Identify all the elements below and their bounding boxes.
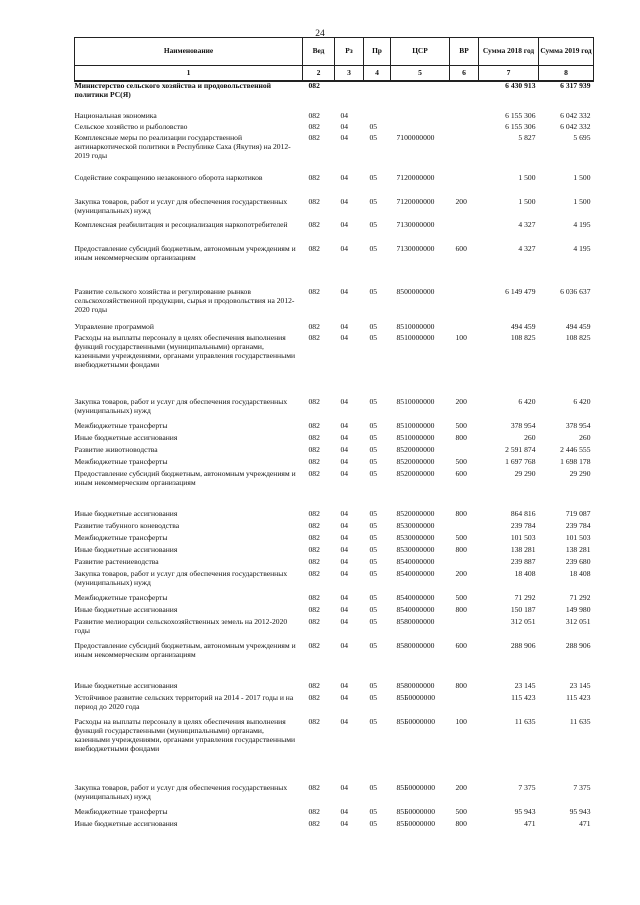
- table-row: [75, 618, 594, 642]
- row-rz: 04: [340, 397, 349, 406]
- table-row: [75, 470, 594, 510]
- row-name: Развитие табунного коневодства: [74, 521, 180, 530]
- row-sum-2018: 471: [524, 819, 536, 828]
- row-sum-2018: 378 954: [510, 421, 536, 430]
- column-number: 3: [335, 66, 364, 82]
- row-pr: 05: [369, 133, 378, 142]
- header-vr: ВР: [450, 38, 479, 66]
- row-sum-2018: 11 635: [514, 717, 536, 726]
- row-rz: 04: [340, 457, 349, 466]
- row-name: Межбюджетные трансферты: [74, 533, 168, 542]
- row-sum-2018: 4 327: [518, 220, 536, 229]
- row-name: Комплексная реабилитация и ресоциализация наркопотребителей: [74, 220, 288, 229]
- row-sum-2019: 1 500: [573, 173, 591, 182]
- row-vr: 800: [455, 681, 467, 690]
- row-csr: 8510000000: [396, 433, 435, 442]
- row-sum-2018: 239 887: [510, 557, 536, 566]
- row-sum-2019: 95 943: [569, 807, 591, 816]
- row-name: Межбюджетные трансферты: [74, 807, 168, 816]
- row-sum-2019: 719 087: [565, 509, 591, 518]
- row-sum-2018: 4 327: [518, 244, 536, 253]
- row-sum-2019: 115 423: [566, 693, 591, 702]
- column-number: 7: [479, 66, 539, 82]
- row-name: Министерство сельского хозяйства и продовольственной политики РС(Я): [74, 81, 271, 99]
- row-csr: 8540000000: [396, 605, 435, 614]
- row-vr: [450, 221, 479, 245]
- row-csr: 7120000000: [396, 197, 435, 206]
- row-ved: 082: [308, 111, 320, 120]
- row-pr: 05: [369, 287, 378, 296]
- row-ved: 082: [308, 173, 320, 182]
- header-name: Наименование: [75, 38, 303, 66]
- row-pr: 05: [369, 717, 378, 726]
- row-ved: 082: [308, 433, 320, 442]
- row-vr: 800: [455, 545, 467, 554]
- row-rz: 04: [340, 333, 349, 342]
- row-rz: 04: [340, 197, 349, 206]
- row-csr: 7100000000: [396, 133, 435, 142]
- row-pr: 05: [369, 333, 378, 342]
- row-sum-2019: 1 500: [573, 197, 591, 206]
- column-number: 6: [450, 66, 479, 82]
- row-sum-2018: 312 051: [510, 617, 536, 626]
- row-sum-2019: 108 825: [565, 333, 591, 342]
- row-name: Развитие животноводства: [74, 445, 158, 454]
- table-row: [75, 134, 594, 174]
- row-name: Расходы на выплаты персоналу в целях обеспечения выполнения функций государственными (муниципальными) органами, казенными учреждениями, органами управления государственными внебюджетными фондами: [74, 717, 296, 753]
- row-name: Управление программой: [74, 322, 154, 331]
- row-ved: 082: [308, 641, 320, 650]
- row-pr: 05: [369, 533, 378, 542]
- table-row: [75, 784, 594, 808]
- row-name: Развитие сельского хозяйства и регулирование рынков сельскохозяйственной продукции, сырья и продовольствия на 2012-2020 годы: [74, 287, 295, 314]
- row-name: Иные бюджетные ассигнования: [74, 819, 178, 828]
- row-csr: 8540000000: [396, 569, 435, 578]
- row-csr: 8500000000: [396, 287, 435, 296]
- row-rz: 04: [340, 819, 349, 828]
- row-sum-2019: 260: [579, 433, 591, 442]
- row-sum-2019: 149 980: [565, 605, 591, 614]
- row-sum-2018: 7 375: [518, 783, 536, 792]
- row-vr: 100: [455, 717, 467, 726]
- row-sum-2019: 101 503: [565, 533, 591, 542]
- row-sum-2019: 1 698 178: [560, 457, 591, 466]
- row-ved: 082: [308, 457, 320, 466]
- row-csr: 8510000000: [396, 322, 435, 331]
- row-pr: 05: [369, 397, 378, 406]
- column-number: 1: [75, 66, 303, 82]
- row-name: Иные бюджетные ассигнования: [74, 605, 178, 614]
- row-rz: 04: [340, 617, 349, 626]
- row-sum-2018: 864 816: [510, 509, 536, 518]
- row-sum-2019: 6 036 637: [560, 287, 591, 296]
- row-name: Межбюджетные трансферты: [74, 421, 168, 430]
- row-vr: [450, 134, 479, 174]
- table-body: [75, 81, 594, 832]
- row-sum-2019: 5 695: [573, 133, 591, 142]
- row-sum-2019: 7 375: [573, 783, 591, 792]
- table-row: [75, 820, 594, 832]
- table-row: [75, 221, 594, 245]
- row-sum-2018: 71 292: [514, 593, 536, 602]
- row-ved: 082: [308, 819, 320, 828]
- row-name: Сельское хозяйство и рыболовство: [74, 122, 188, 131]
- row-ved: 082: [308, 617, 320, 626]
- row-rz: 04: [340, 421, 349, 430]
- row-ved: 082: [308, 783, 320, 792]
- row-csr: 8520000000: [396, 509, 435, 518]
- row-csr: [391, 81, 450, 112]
- row-rz: 04: [340, 593, 349, 602]
- row-ved: 082: [308, 533, 320, 542]
- row-sum-2018: 23 145: [514, 681, 536, 690]
- row-sum-2018: 260: [524, 433, 536, 442]
- table-row: [75, 245, 594, 288]
- row-rz: 04: [340, 287, 349, 296]
- row-sum-2019: 6 042 332: [560, 122, 591, 131]
- row-sum-2019: 2 446 555: [560, 445, 591, 454]
- row-sum-2019: 23 145: [569, 681, 591, 690]
- row-rz: 04: [340, 244, 349, 253]
- row-csr: 8530000000: [396, 533, 435, 542]
- row-sum-2018: 5 827: [518, 133, 536, 142]
- row-sum-2019: 11 635: [569, 717, 591, 726]
- row-rz: 04: [340, 433, 349, 442]
- row-ved: 082: [308, 122, 320, 131]
- row-sum-2019: 71 292: [569, 593, 591, 602]
- row-pr: 05: [369, 322, 378, 331]
- row-name: Закупка товаров, работ и услуг для обеспечения государственных (муниципальных) нужд: [74, 397, 288, 415]
- row-rz: 04: [340, 717, 349, 726]
- row-ved: 082: [308, 421, 320, 430]
- row-name: Устойчивое развитие сельских территорий на 2014 - 2017 годы и на период до 2020 года: [74, 693, 294, 711]
- row-ved: 082: [308, 445, 320, 454]
- row-rz: 04: [340, 122, 349, 131]
- row-sum-2018: 239 784: [510, 521, 536, 530]
- row-ved: 082: [308, 545, 320, 554]
- row-rz: 04: [340, 557, 349, 566]
- row-pr: 05: [369, 173, 378, 182]
- row-sum-2018: 138 281: [510, 545, 536, 554]
- row-sum-2018: 2 591 874: [505, 445, 536, 454]
- row-csr: 85Б0000000: [396, 693, 436, 702]
- row-name: Межбюджетные трансферты: [74, 457, 168, 466]
- row-sum-2019: 4 195: [573, 244, 591, 253]
- row-csr: 8520000000: [396, 445, 435, 454]
- row-sum-2018: 6 155 306: [505, 111, 536, 120]
- row-pr: 05: [369, 681, 378, 690]
- row-sum-2018: 95 943: [514, 807, 536, 816]
- row-rz: 04: [340, 641, 349, 650]
- row-name: Иные бюджетные ассигнования: [74, 509, 178, 518]
- row-ved: 082: [308, 81, 320, 90]
- row-vr: [450, 112, 479, 123]
- row-sum-2018: 101 503: [510, 533, 536, 542]
- row-sum-2019: 239 680: [565, 557, 591, 566]
- row-ved: 082: [308, 333, 320, 342]
- row-ved: 082: [308, 244, 320, 253]
- row-pr: 05: [369, 819, 378, 828]
- row-name: Закупка товаров, работ и услуг для обеспечения государственных (муниципальных) нужд: [74, 569, 288, 587]
- row-sum-2019: 18 408: [569, 569, 591, 578]
- row-sum-2018: 18 408: [514, 569, 536, 578]
- row-rz: 04: [340, 220, 349, 229]
- row-sum-2019: 378 954: [565, 421, 591, 430]
- row-vr: 200: [455, 197, 467, 206]
- row-vr: [450, 618, 479, 642]
- row-name: Иные бюджетные ассигнования: [74, 545, 178, 554]
- header-rz: Рз: [335, 38, 364, 66]
- row-sum-2019: 6 420: [573, 397, 591, 406]
- row-vr: [450, 694, 479, 718]
- row-pr: 05: [369, 244, 378, 253]
- row-sum-2019: 138 281: [565, 545, 591, 554]
- row-pr: 05: [369, 509, 378, 518]
- row-csr: 7130000000: [396, 220, 435, 229]
- row-csr: 8530000000: [396, 545, 435, 554]
- row-rz: 04: [340, 445, 349, 454]
- column-number-row: [75, 66, 594, 82]
- header-ved: Вед: [303, 38, 335, 66]
- row-vr: 800: [455, 819, 467, 828]
- row-rz: 04: [340, 509, 349, 518]
- row-ved: 082: [308, 220, 320, 229]
- row-rz: 04: [340, 133, 349, 142]
- row-pr: 05: [369, 521, 378, 530]
- row-pr: 05: [369, 605, 378, 614]
- row-ved: 082: [308, 197, 320, 206]
- row-name: Закупка товаров, работ и услуг для обеспечения государственных (муниципальных) нужд: [74, 783, 288, 801]
- row-csr: 85Б0000000: [396, 807, 436, 816]
- row-sum-2018: 494 459: [510, 322, 536, 331]
- row-name: Развитие растениеводства: [74, 557, 159, 566]
- row-sum-2019: 239 784: [565, 521, 591, 530]
- row-ved: 082: [308, 681, 320, 690]
- row-pr: 05: [369, 545, 378, 554]
- row-ved: 082: [308, 133, 320, 142]
- row-pr: 05: [369, 693, 378, 702]
- row-pr: 05: [369, 783, 378, 792]
- row-rz: 04: [340, 807, 349, 816]
- row-name: Иные бюджетные ассигнования: [74, 681, 178, 690]
- table-row: [75, 570, 594, 594]
- row-pr: 05: [369, 197, 378, 206]
- row-sum-2018: 288 906: [510, 641, 536, 650]
- row-sum-2019: 6 042 332: [560, 111, 591, 120]
- table-row: [75, 642, 594, 682]
- table-row: [75, 288, 594, 323]
- column-number: 2: [303, 66, 335, 82]
- row-ved: 082: [308, 693, 320, 702]
- row-sum-2018: 6 155 306: [505, 122, 536, 131]
- row-csr: 8530000000: [396, 521, 435, 530]
- row-name: Национальная экономика: [74, 111, 157, 120]
- row-pr: 05: [369, 807, 378, 816]
- row-vr: 500: [455, 457, 467, 466]
- row-sum-2018: 29 290: [514, 469, 536, 478]
- row-ved: 082: [308, 521, 320, 530]
- row-vr: 200: [455, 397, 467, 406]
- row-vr: 500: [455, 533, 467, 542]
- row-vr: 200: [455, 569, 467, 578]
- table-row: [75, 174, 594, 198]
- budget-table-container: [74, 37, 593, 832]
- table-row: [75, 398, 594, 422]
- table-row: [75, 198, 594, 221]
- row-name: Содействие сокращению незаконного оборота наркотиков: [74, 173, 263, 182]
- row-pr: 05: [369, 641, 378, 650]
- row-pr: [364, 81, 391, 112]
- row-vr: 600: [455, 469, 467, 478]
- row-csr: 8510000000: [396, 421, 435, 430]
- row-sum-2018: 150 187: [510, 605, 536, 614]
- row-vr: 500: [455, 421, 467, 430]
- header-row: [75, 38, 594, 66]
- header-csr: ЦСР: [391, 38, 450, 66]
- row-pr: [364, 112, 391, 123]
- row-vr: 800: [455, 605, 467, 614]
- table-row: [75, 718, 594, 784]
- row-vr: [450, 81, 479, 112]
- row-pr: 05: [369, 445, 378, 454]
- budget-table: [74, 37, 594, 832]
- row-name: Предоставление субсидий бюджетным, автономным учреждениям и иным некоммерческим организациям: [74, 469, 296, 487]
- row-ved: 082: [308, 469, 320, 478]
- row-csr: 8520000000: [396, 457, 435, 466]
- row-pr: 05: [369, 122, 378, 131]
- row-rz: 04: [340, 545, 349, 554]
- column-number: 5: [391, 66, 450, 82]
- row-vr: 600: [455, 641, 467, 650]
- row-sum-2018: 6 149 479: [505, 287, 536, 296]
- row-rz: 04: [340, 521, 349, 530]
- row-sum-2018: 1 697 768: [505, 457, 536, 466]
- row-rz: 04: [340, 173, 349, 182]
- row-csr: 8540000000: [396, 593, 435, 602]
- row-rz: 04: [340, 469, 349, 478]
- row-rz: 04: [340, 569, 349, 578]
- row-ved: 082: [308, 509, 320, 518]
- row-csr: 8580000000: [396, 617, 435, 626]
- row-csr: [391, 112, 450, 123]
- row-ved: 082: [308, 569, 320, 578]
- row-ved: 082: [308, 717, 320, 726]
- row-sum-2018: 1 500: [518, 197, 536, 206]
- row-sum-2019: 4 195: [573, 220, 591, 229]
- row-name: Иные бюджетные ассигнования: [74, 433, 178, 442]
- column-number: 8: [539, 66, 594, 82]
- row-sum-2019: 494 459: [565, 322, 591, 331]
- row-rz: [335, 81, 364, 112]
- table-row: [75, 81, 594, 112]
- column-number: 4: [364, 66, 391, 82]
- row-vr: 800: [455, 433, 467, 442]
- row-rz: 04: [340, 681, 349, 690]
- row-name: Предоставление субсидий бюджетным, автономным учреждениям и иным некоммерческим организациям: [74, 244, 296, 262]
- row-rz: 04: [340, 693, 349, 702]
- row-rz: 04: [340, 783, 349, 792]
- row-rz: 04: [340, 605, 349, 614]
- row-csr: 85Б0000000: [396, 783, 436, 792]
- row-ved: 082: [308, 397, 320, 406]
- row-rz: 04: [340, 533, 349, 542]
- row-sum-2018: 6 430 913: [505, 81, 536, 90]
- row-sum-2019: 312 051: [565, 617, 591, 626]
- row-name: Комплексные меры по реализации государственной антинаркотической политики в Республике Саха (Якутия) на 2012-2019 годы: [74, 133, 291, 160]
- row-csr: 85Б0000000: [396, 819, 436, 828]
- row-csr: 7130000000: [396, 244, 435, 253]
- row-vr: 500: [455, 593, 467, 602]
- page-number: 24: [315, 29, 325, 39]
- row-vr: 800: [455, 509, 467, 518]
- row-name: Расходы на выплаты персоналу в целях обеспечения выполнения функций государственными (муниципальными) органами, казенными учреждениями, органами управления государственными внебюджетными фондами: [74, 333, 296, 369]
- row-vr: 200: [455, 783, 467, 792]
- row-sum-2019: 6 317 939: [560, 81, 591, 90]
- header-pr: Пр: [364, 38, 391, 66]
- row-pr: 05: [369, 593, 378, 602]
- row-vr: [450, 174, 479, 198]
- row-pr: 05: [369, 457, 378, 466]
- row-csr: 8580000000: [396, 681, 435, 690]
- header-sum-2018: Сумма 2018 год: [479, 38, 539, 66]
- row-vr: 100: [455, 333, 467, 342]
- row-pr: 05: [369, 433, 378, 442]
- row-csr: 8540000000: [396, 557, 435, 566]
- row-sum-2019: 29 290: [569, 469, 591, 478]
- table-row: [75, 694, 594, 718]
- row-sum-2018: 115 423: [511, 693, 536, 702]
- row-vr: [450, 288, 479, 323]
- row-vr: [450, 123, 479, 134]
- row-sum-2019: 288 906: [565, 641, 591, 650]
- row-pr: 05: [369, 617, 378, 626]
- row-ved: 082: [308, 593, 320, 602]
- row-ved: 082: [308, 322, 320, 331]
- row-name: Развитие мелиорации сельскохозяйственных земель на 2012-2020 годы: [74, 617, 288, 635]
- row-sum-2018: 1 500: [518, 173, 536, 182]
- row-name: Предоставление субсидий бюджетным, автономным учреждениям и иным некоммерческим организациям: [74, 641, 296, 659]
- row-sum-2018: 108 825: [510, 333, 536, 342]
- row-pr: 05: [369, 421, 378, 430]
- row-ved: 082: [308, 557, 320, 566]
- row-rz: 04: [340, 111, 349, 120]
- row-pr: 05: [369, 557, 378, 566]
- row-csr: 8580000000: [396, 641, 435, 650]
- row-csr: 85Б0000000: [396, 717, 436, 726]
- row-pr: 05: [369, 220, 378, 229]
- table-row: [75, 334, 594, 398]
- row-pr: 05: [369, 469, 378, 478]
- row-sum-2019: 471: [579, 819, 591, 828]
- row-vr: 600: [455, 244, 467, 253]
- row-name: Межбюджетные трансферты: [74, 593, 168, 602]
- row-csr: 8510000000: [396, 333, 435, 342]
- row-vr: 500: [455, 807, 467, 816]
- row-rz: 04: [340, 322, 349, 331]
- row-csr: 7120000000: [396, 173, 435, 182]
- row-name: Закупка товаров, работ и услуг для обеспечения государственных (муниципальных) нужд: [74, 197, 288, 215]
- row-pr: 05: [369, 569, 378, 578]
- row-ved: 082: [308, 605, 320, 614]
- row-sum-2018: 6 420: [518, 397, 536, 406]
- header-sum-2019: Сумма 2019 год: [539, 38, 594, 66]
- row-csr: 8520000000: [396, 469, 435, 478]
- row-ved: 082: [308, 287, 320, 296]
- row-ved: 082: [308, 807, 320, 816]
- row-csr: 8510000000: [396, 397, 435, 406]
